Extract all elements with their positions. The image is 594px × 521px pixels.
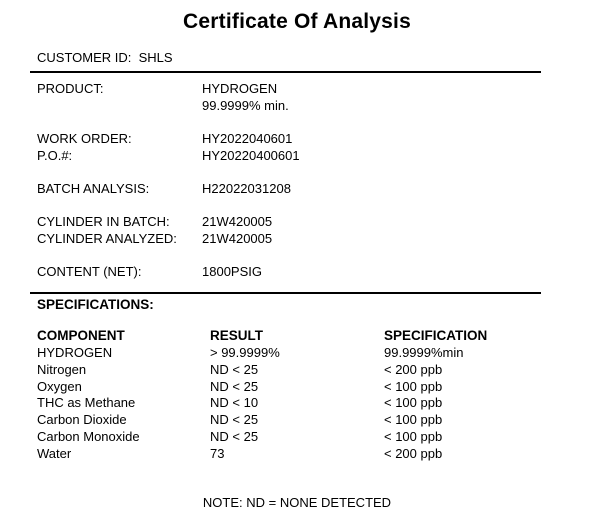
cylinder-in-batch-value: 21W420005 xyxy=(202,214,273,229)
component-cell: THC as Methane xyxy=(37,395,136,411)
column-header-result: RESULT xyxy=(210,328,263,343)
product-row xyxy=(37,80,557,114)
column-header-component: COMPONENT xyxy=(37,328,125,343)
table-row xyxy=(0,395,594,412)
specification-cell: < 200 ppb xyxy=(384,361,443,377)
product-name: HYDROGEN xyxy=(202,81,278,96)
batch-analysis-row xyxy=(37,180,557,197)
work-order-row xyxy=(37,130,557,147)
component-cell: Carbon Monoxide xyxy=(37,429,140,444)
component-cell: Nitrogen xyxy=(37,361,87,377)
column-header-specification: SPECIFICATION xyxy=(384,328,488,343)
work-order-value: HY2022040601 xyxy=(202,131,293,146)
specification-cell: < 100 ppb xyxy=(384,412,443,428)
result-cell: > 99.9999% xyxy=(210,345,280,360)
content-net-value: 1800PSIG xyxy=(202,264,262,279)
component-cell: Carbon Dioxide xyxy=(37,412,127,428)
divider-top xyxy=(30,71,541,73)
customer-id-label: CUSTOMER ID: xyxy=(37,50,132,65)
specifications-heading: SPECIFICATIONS: xyxy=(37,297,154,312)
cylinder-in-batch-label: CYLINDER IN BATCH: xyxy=(37,214,170,229)
cylinder-analyzed-value: 21W420005 xyxy=(202,231,273,246)
table-row xyxy=(0,345,594,362)
table-row xyxy=(0,379,594,396)
result-cell: ND < 10 xyxy=(210,395,259,411)
customer-id-value: SHLS xyxy=(138,50,173,65)
product-purity: 99.9999% min. xyxy=(202,98,289,113)
component-cell: HYDROGEN xyxy=(37,345,113,360)
content-net-label: CONTENT (NET): xyxy=(37,264,142,279)
component-cell: Oxygen xyxy=(37,378,82,394)
table-row xyxy=(0,429,594,446)
table-row xyxy=(0,412,594,429)
result-cell: ND < 25 xyxy=(210,378,259,394)
result-cell: ND < 25 xyxy=(210,429,259,444)
divider-specifications xyxy=(30,292,541,294)
document-title: Certificate Of Analysis xyxy=(183,10,411,33)
specification-cell: 99.9999%min xyxy=(384,345,464,360)
batch-analysis-value: H22022031208 xyxy=(202,181,291,196)
specification-cell: < 100 ppb xyxy=(384,378,443,394)
content-net-row xyxy=(37,263,557,280)
work-order-label: WORK ORDER: xyxy=(37,131,132,146)
po-value: HY20220400601 xyxy=(202,148,300,163)
cylinder-analyzed-label: CYLINDER ANALYZED: xyxy=(37,231,177,246)
cylinder-analyzed-row xyxy=(37,230,557,247)
customer-id xyxy=(37,50,173,65)
po-row xyxy=(37,147,557,164)
product-label: PRODUCT: xyxy=(37,81,104,96)
specification-cell: < 200 ppb xyxy=(384,445,443,461)
result-cell: 73 xyxy=(210,445,225,461)
table-row xyxy=(0,446,594,463)
cylinder-in-batch-row xyxy=(37,213,557,230)
product-value xyxy=(202,80,289,114)
table-row xyxy=(0,362,594,379)
batch-analysis-label: BATCH ANALYSIS: xyxy=(37,181,150,196)
footnote: NOTE: ND = NONE DETECTED xyxy=(202,495,392,510)
po-label: P.O.#: xyxy=(37,148,73,163)
result-cell: ND < 25 xyxy=(210,412,259,428)
component-cell: Water xyxy=(37,445,72,461)
specification-cell: < 100 ppb xyxy=(384,429,443,444)
specification-cell: < 100 ppb xyxy=(384,395,443,411)
result-cell: ND < 25 xyxy=(210,361,259,377)
